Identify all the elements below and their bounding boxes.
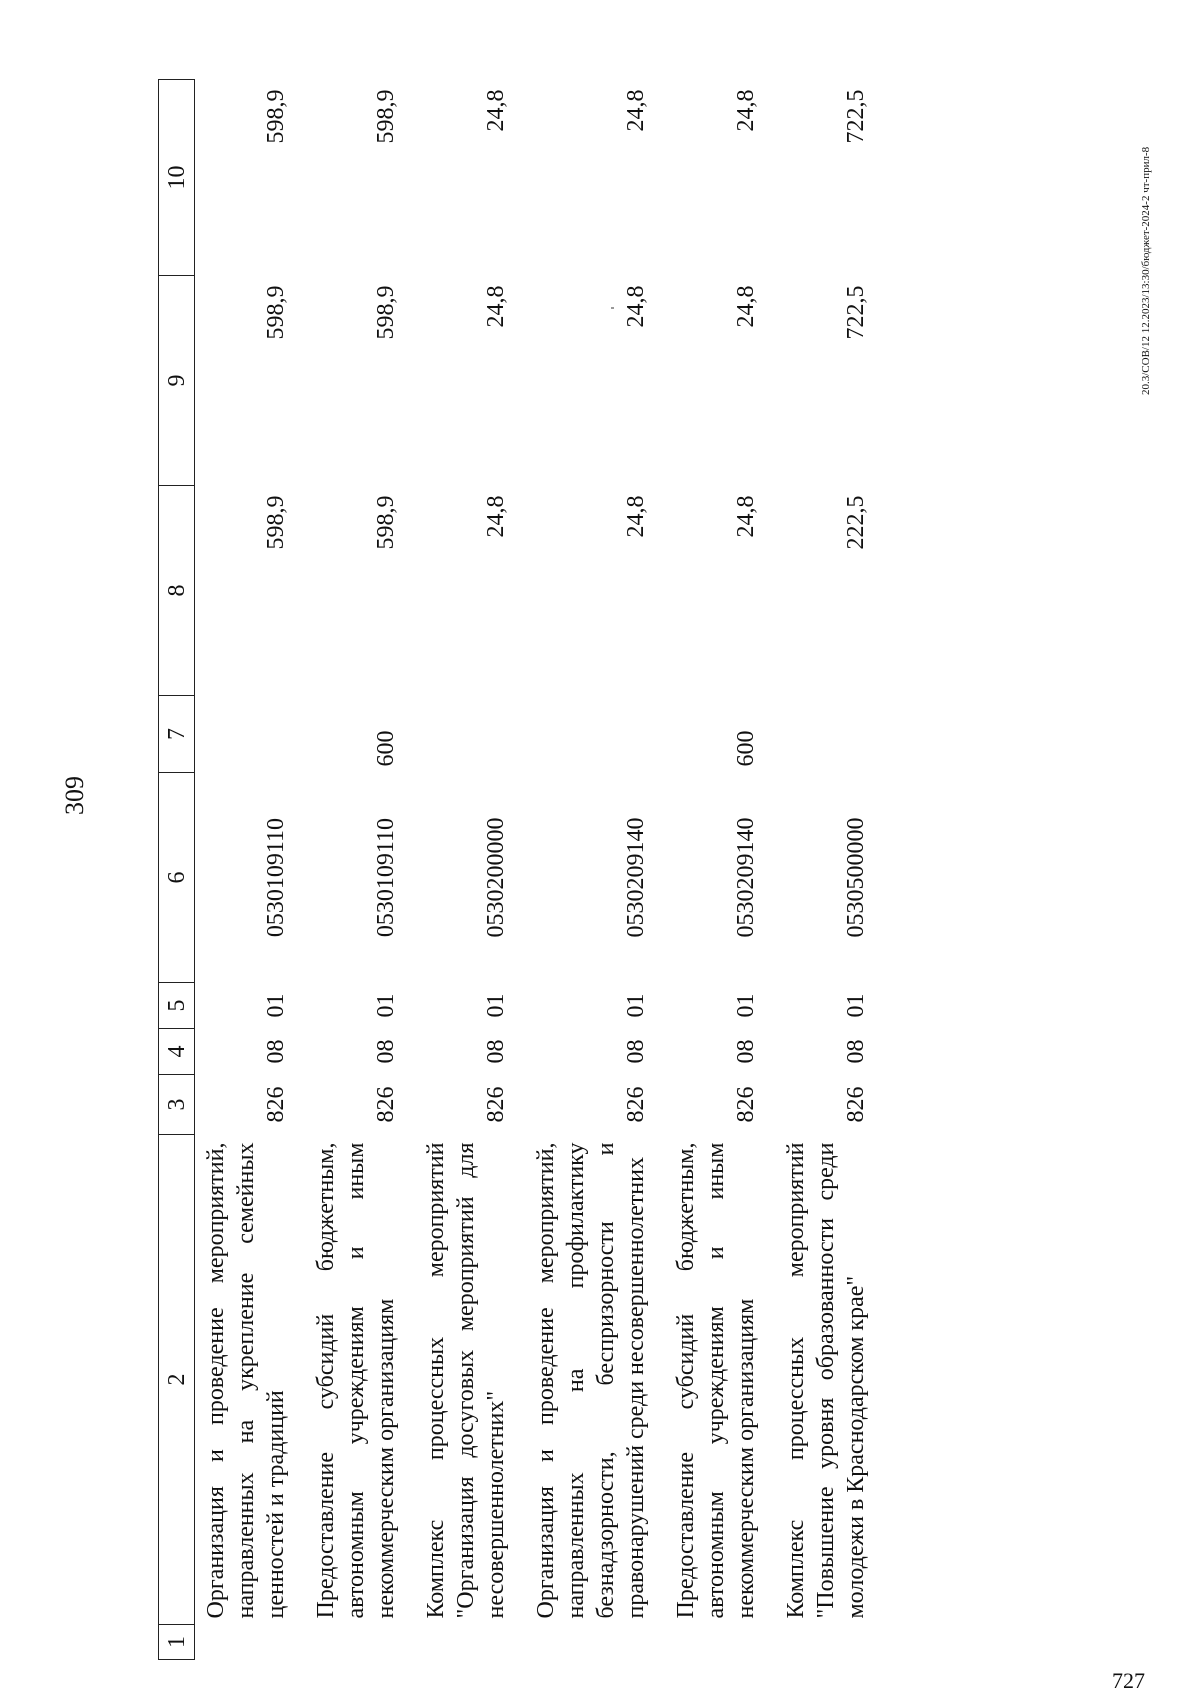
cell-target-article: 0530109110 xyxy=(373,817,399,938)
cell-ministry-code: 826 xyxy=(483,1086,509,1123)
cell-amount-col8: 222,5 xyxy=(843,495,869,550)
row-description: Предоставление субсидий бюджетным, автономным учреждениям и иным некоммерческим организациям xyxy=(673,1142,759,1619)
cell-ministry-code: 826 xyxy=(373,1086,399,1123)
cell-amount-col10: 24,8 xyxy=(483,89,509,132)
cell-amount-col8: 24,8 xyxy=(623,495,649,538)
cell-ministry-code: 826 xyxy=(623,1086,649,1123)
cell-amount-col9: 722,5 xyxy=(843,285,869,340)
cell-amount-col10: 24,8 xyxy=(733,89,759,132)
column-header: 9 xyxy=(159,276,195,486)
cell-ministry-code: 826 xyxy=(733,1086,759,1123)
cell-subsection-code: 01 xyxy=(373,993,399,1018)
cell-amount-col10: 722,5 xyxy=(843,89,869,144)
cell-section-code: 08 xyxy=(373,1039,399,1064)
cell-subsection-code: 01 xyxy=(733,993,759,1018)
cell-section-code: 08 xyxy=(623,1039,649,1064)
cell-subsection-code: 01 xyxy=(623,993,649,1018)
row-number-cell xyxy=(525,1625,665,1660)
row-number-cell xyxy=(195,1625,306,1660)
column-header: 3 xyxy=(159,1075,195,1135)
row-description: Предоставление субсидий бюджетным, автономным учреждениям и иным некоммерческим организациям xyxy=(313,1142,399,1619)
cell-section-code: 08 xyxy=(483,1039,509,1064)
column-header: 4 xyxy=(159,1029,195,1075)
cell-expense-type: 600 xyxy=(373,730,399,767)
cell-expense-type xyxy=(415,696,525,773)
budget-table xyxy=(158,79,885,1660)
cell-section-code: 08 xyxy=(263,1039,289,1064)
table-row xyxy=(525,80,665,1660)
column-header: 5 xyxy=(159,983,195,1029)
table-row xyxy=(415,80,525,1660)
cell-amount-col8: 24,8 xyxy=(483,495,509,538)
column-header: 2 xyxy=(159,1135,195,1625)
row-description: Комплекс процессных мероприятий "Организация досуговых мероприятий для несовершеннолетних" xyxy=(423,1142,509,1619)
cell-subsection-code: 01 xyxy=(263,993,289,1018)
row-number-cell xyxy=(665,1625,775,1660)
cell-target-article: 0530500000 xyxy=(843,817,869,938)
rotated-table-frame xyxy=(158,80,1058,1660)
cell-expense-type: 600 xyxy=(733,730,759,767)
table-row xyxy=(305,80,415,1660)
row-description: Организация и проведение мероприятий, направленных на укрепление семейных ценностей и традиций xyxy=(203,1142,289,1619)
cell-amount-col10: 598,9 xyxy=(373,89,399,144)
cell-subsection-code: 01 xyxy=(843,993,869,1018)
cell-amount-col8: 24,8 xyxy=(733,495,759,538)
cell-section-code: 08 xyxy=(733,1039,759,1064)
cell-target-article: 0530200000 xyxy=(483,817,509,938)
cell-subsection-code: 01 xyxy=(483,993,509,1018)
cell-target-article: 0530209140 xyxy=(623,817,649,938)
cell-amount-col9: 598,9 xyxy=(373,285,399,340)
table-row xyxy=(665,80,775,1660)
cell-expense-type xyxy=(775,696,885,773)
column-header: 7 xyxy=(159,696,195,773)
page-number: 309 xyxy=(60,776,89,815)
row-number-cell xyxy=(305,1625,415,1660)
row-description: Комплекс процессных мероприятий "Повышение уровня образованности среди молодежи в Краснодарском крае" xyxy=(783,1142,869,1619)
cell-ministry-code: 826 xyxy=(263,1086,289,1123)
cell-amount-col9: 24,8 xyxy=(623,285,649,328)
row-description: Организация и проведение мероприятий, направленных на профилактику безнадзорности, беспризорности и правонарушений среди несовершеннолетних xyxy=(533,1142,649,1619)
row-number-cell xyxy=(775,1625,885,1660)
column-header: 8 xyxy=(159,486,195,696)
cell-amount-col10: 24,8 xyxy=(623,89,649,132)
cell-amount-col9: 598,9 xyxy=(263,285,289,340)
table-row xyxy=(195,80,306,1660)
cell-amount-col9: 24,8 xyxy=(483,285,509,328)
cell-expense-type xyxy=(525,696,665,773)
table-header-row xyxy=(159,80,195,1660)
column-header: 1 xyxy=(159,1625,195,1660)
footer-document-code: 20.3/СОВ/12 12.2023/13:30/бюджет-2024-2 чт-прил-8 xyxy=(1140,146,1152,395)
cell-amount-col8: 598,9 xyxy=(373,495,399,550)
cell-expense-type xyxy=(195,696,306,773)
sheet-number: 727 xyxy=(1112,1668,1145,1693)
cell-amount-col10: 598,9 xyxy=(263,89,289,144)
cell-target-article: 0530209140 xyxy=(733,817,759,938)
column-header: 6 xyxy=(159,773,195,983)
cell-amount-col9: 24,8 xyxy=(733,285,759,328)
cell-ministry-code: 826 xyxy=(843,1086,869,1123)
cell-section-code: 08 xyxy=(843,1039,869,1064)
column-header: 10 xyxy=(159,80,195,276)
table-row xyxy=(775,80,885,1660)
cell-amount-col8: 598,9 xyxy=(263,495,289,550)
cell-target-article: 0530109110 xyxy=(263,817,289,938)
row-number-cell xyxy=(415,1625,525,1660)
